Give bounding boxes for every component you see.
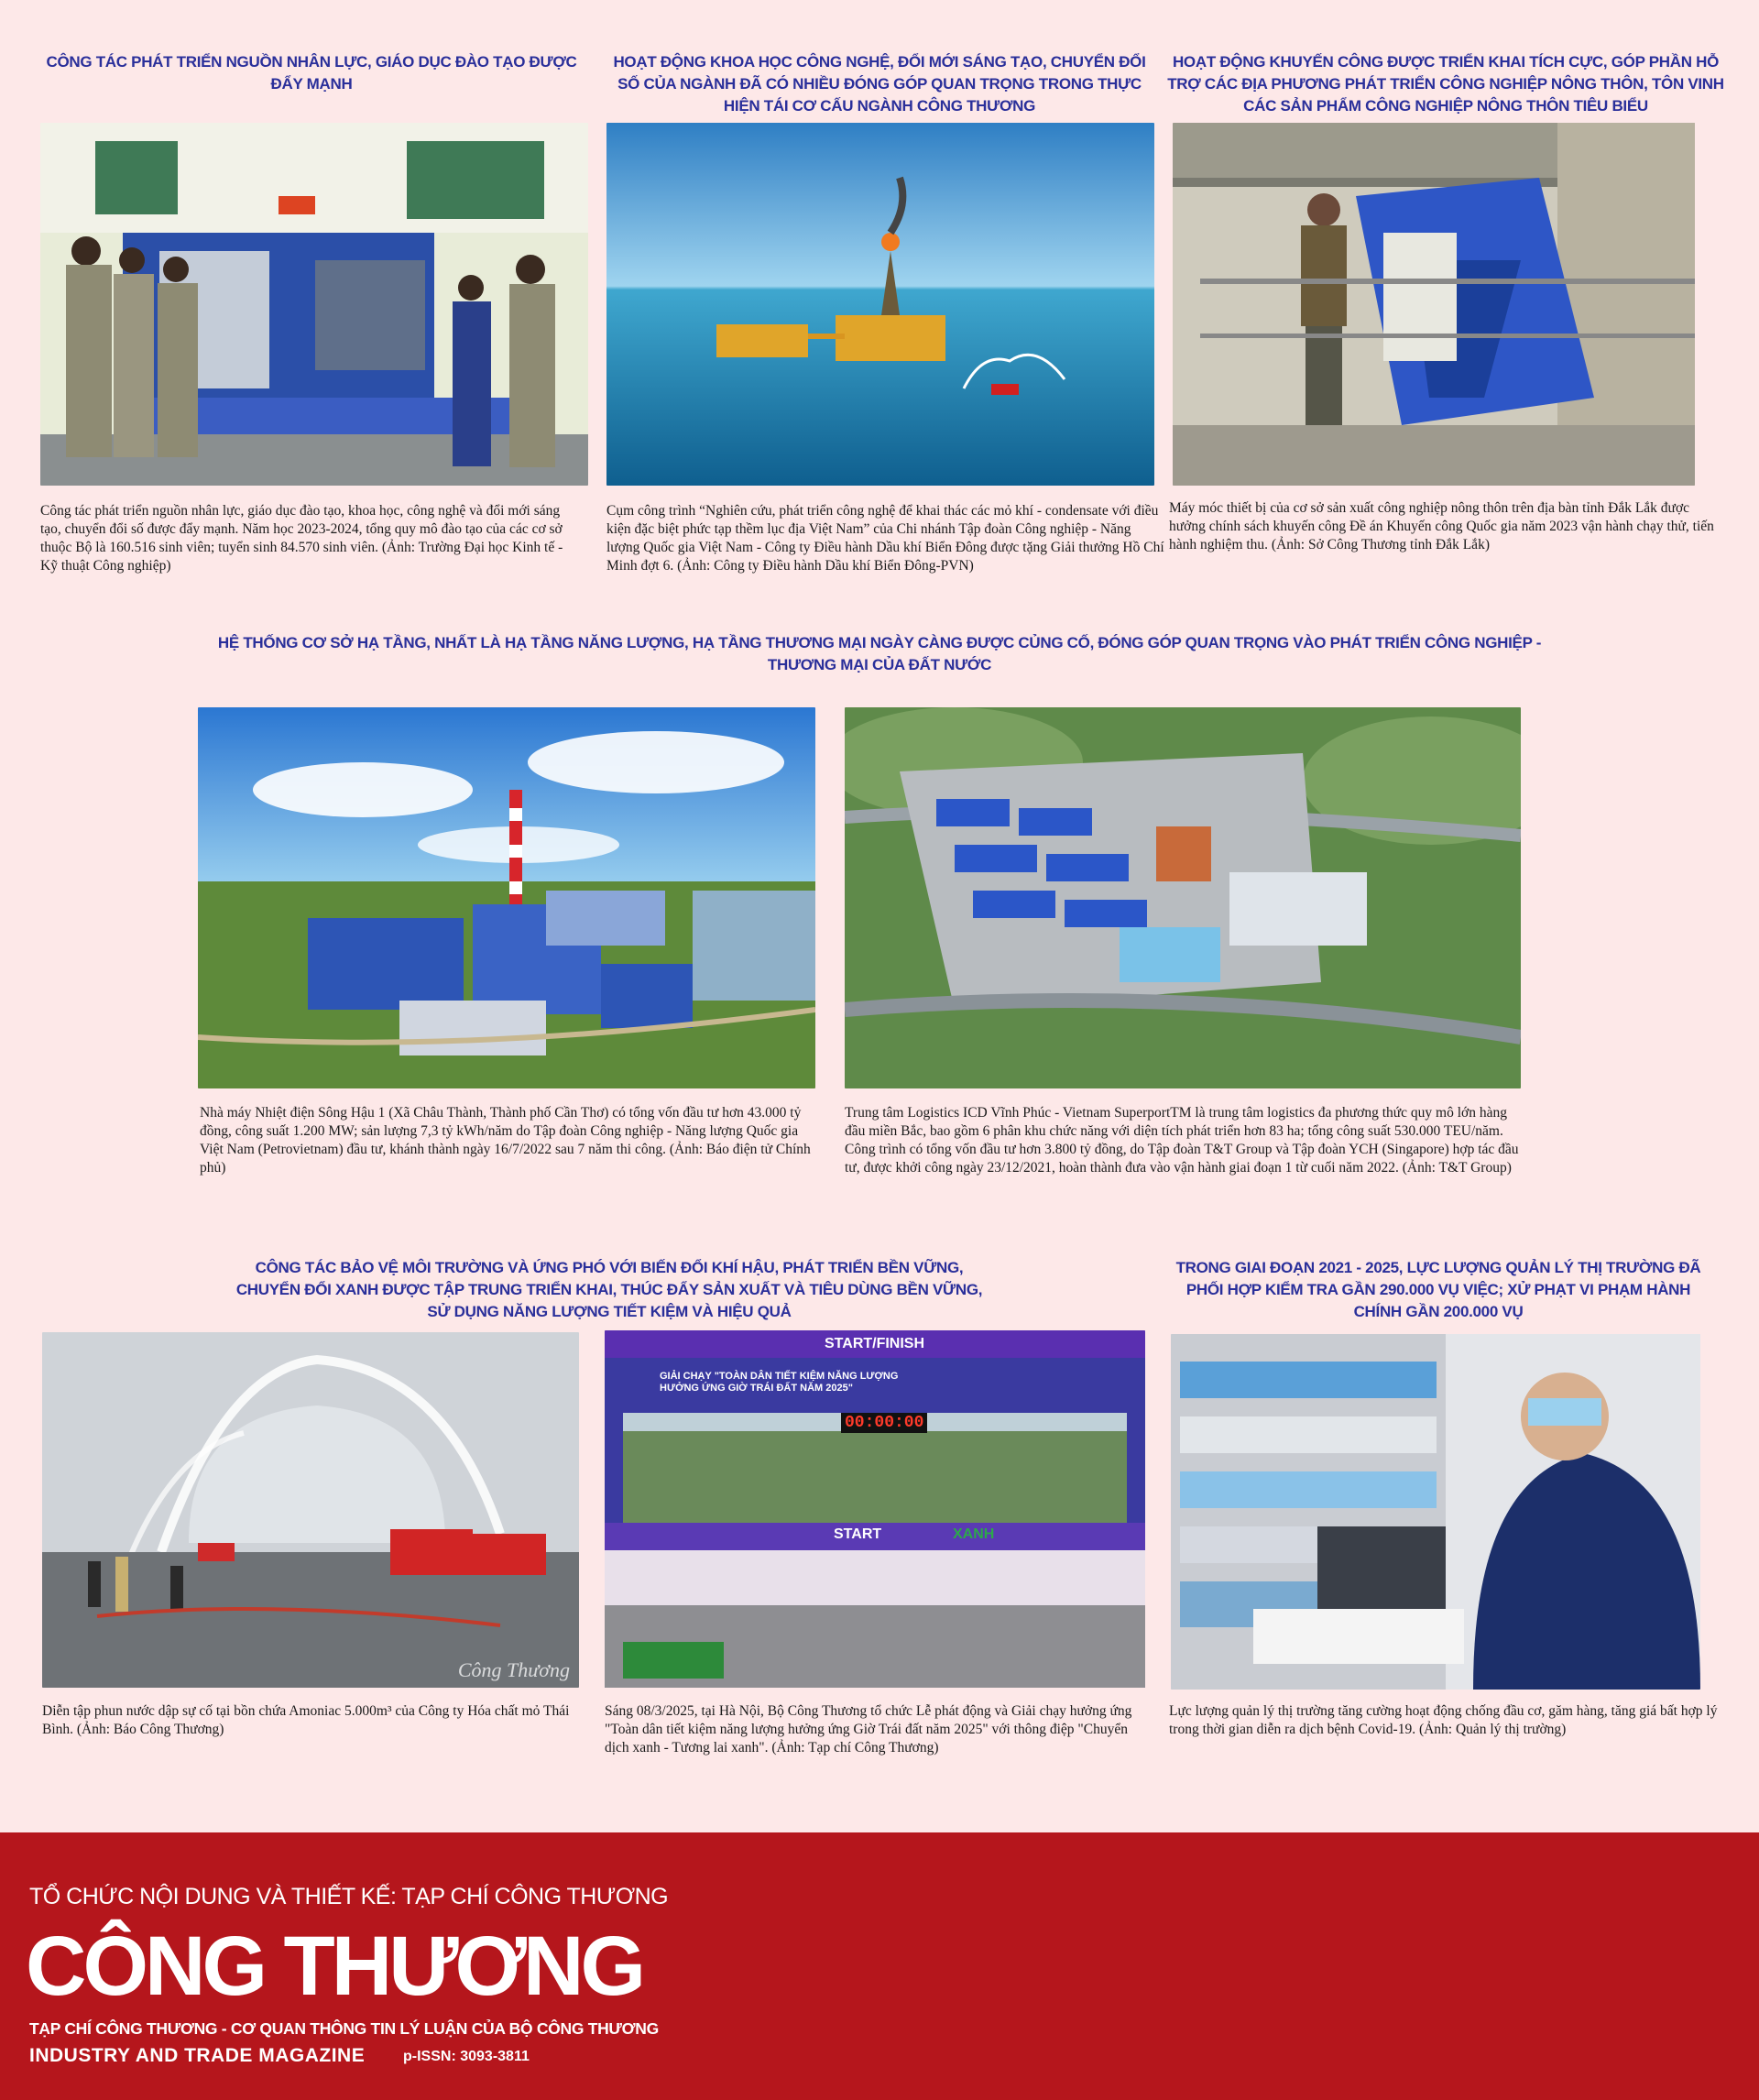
magazine-subtitle: TẠP CHÍ CÔNG THƯƠNG - CƠ QUAN THÔNG TIN LÝ LUẬN CỦA BỘ CÔNG THƯƠNG	[29, 2019, 659, 2038]
caption-market-inspection: Lực lượng quản lý thị trường tăng cường hoạt động chống đầu cơ, găm hàng, tăng giá bất hợp lý trong thời gian diễn ra dịch bệnh Covid-19. (Ảnh: Quản lý thị trường)	[1169, 1703, 1718, 1737]
photo-training-workshop	[40, 123, 588, 486]
xanh-label: XANH	[953, 1526, 995, 1542]
caption-logistics: Trung tâm Logistics ICD Vĩnh Phúc - Vietnam SuperportTM là trung tâm logistics đa phương thức quy mô lớn hàng đầu miền Bắc, bao gồm 6 phân khu chức năng với diện tích phát triển hơn 83 ha; tổng công suất 530.000 TEU/năm. Công trình có tổng vốn đầu tư hơn 3.800 tỷ đồng, do Tập đoàn T&T Group và Tập đoàn YCH (Singapore) hợp tác đầu tư, được khởi công ngày 23/12/2021, hoàn thành đưa vào vận hành giai đoạn 1 từ cuối năm 2022. (Ảnh: T&T Group)	[845, 1105, 1519, 1176]
race-timer: 00:00:00	[841, 1413, 927, 1433]
photo-offshore-platform	[606, 123, 1154, 486]
caption-human-resources: Công tác phát triển nguồn nhân lực, giáo dục đào tạo, khoa học, công nghệ và đổi mới sáng tạo, chuyển đổi số được đẩy mạnh. Năm học 2023-2024, tổng quy mô đào tạo của các cơ sở thuộc Bộ là 160.516 sinh viên; tuyển sinh 84.570 sinh viên. (Ảnh: Trường Đại học Kinh tế - Kỹ thuật Công nghiệp)	[40, 503, 563, 574]
footer-org-line: TỔ CHỨC NỘI DUNG VÀ THIẾT KẾ: TẠP CHÍ CÔNG THƯƠNG	[29, 1884, 669, 1909]
photo-earth-hour-run	[605, 1330, 1145, 1688]
photo-ammonia-drill	[42, 1332, 579, 1688]
start-label: START	[834, 1526, 882, 1542]
section-heading-human-resources: CÔNG TÁC PHÁT TRIỂN NGUỒN NHÂN LỰC, GIÁO DỤC ĐÀO TẠO ĐƯỢC ĐẨY MẠNH	[46, 53, 577, 93]
photo-logistics-center	[845, 707, 1521, 1088]
race-banner-text: GIẢI CHẠY "TOÀN DÂN TIẾT KIỆM NĂNG LƯỢNG HƯỞNG ỨNG GIỜ TRÁI ĐẤT NĂM 2025"	[660, 1371, 899, 1394]
caption-industrial-promotion: Máy móc thiết bị của cơ sở sản xuất công nghiệp nông thôn trên địa bàn tỉnh Đắk Lắk được hưởng chính sách khuyến công Đề án Khuyến công Quốc gia năm 2023 vận hành chạy thử, tiến hành nghiệm thu. (Ảnh: Sở Công Thương tỉnh Đắk Lắk)	[1169, 500, 1714, 552]
photo-watermark: Công Thương	[457, 1658, 570, 1681]
caption-power-plant: Nhà máy Nhiệt điện Sông Hậu 1 (Xã Châu Thành, Thành phố Cần Thơ) có tổng vốn đầu tư hơn 43.000 tỷ đồng, công suất 1.200 MW; sản lượng 7,3 tỷ kWh/năm do Tập đoàn Công nghiệp - Năng lượng Quốc gia Việt Nam (Petrovietnam) đầu tư, khánh thành ngày 16/7/2022 sau 7 năm thi công. (Ảnh: Báo điện tử Chính phủ)	[200, 1105, 811, 1176]
start-finish-label: START/FINISH	[825, 1336, 925, 1351]
section-heading-environment: CÔNG TÁC BẢO VỆ MÔI TRƯỜNG VÀ ỨNG PHÓ VỚI BIẾN ĐỔI KHÍ HẬU, PHÁT TRIỂN BỀN VỮNG, CHUYỂN ĐỔI XANH ĐƯỢC TẬP TRUNG TRIỂN KHAI, THÚC ĐẨY SẢN XUẤT VÀ TIÊU DÙNG BỀN VỮNG, SỬ DỤNG NĂNG LƯỢNG TIẾT KIỆM VÀ HIỆU QUẢ	[235, 1259, 983, 1320]
magazine-issn: p-ISSN: 3093-3811	[403, 2049, 530, 2064]
section-heading-science-technology: HOẠT ĐỘNG KHOA HỌC CÔNG NGHỆ, ĐỔI MỚI SÁNG TẠO, CHUYỂN ĐỔI SỐ CỦA NGÀNH ĐÃ CÓ NHIỀU ĐÓNG GÓP QUAN TRỌNG TRONG THỰC HIỆN TÁI CƠ CẤU NGÀNH CÔNG THƯƠNG	[613, 53, 1146, 115]
magazine-english-name: INDUSTRY AND TRADE MAGAZINE	[29, 2045, 366, 2066]
magazine-logo: CÔNG THƯƠNG	[26, 1920, 642, 2013]
footer-band	[0, 1832, 1759, 2100]
photo-rural-machinery	[1173, 123, 1695, 486]
section-heading-infrastructure: HỆ THỐNG CƠ SỞ HẠ TẦNG, NHẤT LÀ HẠ TẦNG NĂNG LƯỢNG, HẠ TẦNG THƯƠNG MẠI NGÀY CÀNG ĐƯỢC CỦNG CỐ, ĐÓNG GÓP QUAN TRỌNG VÀO PHÁT TRIỂN CÔNG NGHIỆP - THƯƠNG MẠI CỦA ĐẤT NƯỚC	[217, 634, 1542, 673]
section-heading-market-management: TRONG GIAI ĐOẠN 2021 - 2025, LỰC LƯỢNG QUẢN LÝ THỊ TRƯỜNG ĐÃ PHỐI HỢP KIỂM TRA GẦN 290.000 VỤ VIỆC; XỬ PHẠT VI PHẠM HÀNH CHÍNH GẦN 200.000 VỤ	[1175, 1259, 1701, 1320]
caption-science-technology: Cụm công trình “Nghiên cứu, phát triển công nghệ để khai thác các mỏ khí - condensate với điều kiện đặc biệt phức tạp thềm lục địa Việt Nam” của Chi nhánh Tập đoàn Công nghiệp - Năng lượng Quốc gia Việt Nam - Công ty Điều hành Dầu khí Biển Đông được tặng Giải thưởng Hồ Chí Minh đợt 6. (Ảnh: Công ty Điều hành Dầu khí Biển Đông-PVN)	[606, 503, 1164, 574]
photo-market-inspection	[1171, 1334, 1700, 1690]
caption-ammonia-drill: Diễn tập phun nước dập sự cố tại bồn chứa Amoniac 5.000m³ của Công ty Hóa chất mỏ Thái Bình. (Ảnh: Báo Công Thương)	[42, 1703, 570, 1737]
section-heading-industrial-promotion: HOẠT ĐỘNG KHUYẾN CÔNG ĐƯỢC TRIỂN KHAI TÍCH CỰC, GÓP PHẦN HỖ TRỢ CÁC ĐỊA PHƯƠNG PHÁT TRIỂN CÔNG NGHIỆP NÔNG THÔN, TÔN VINH CÁC SẢN PHẨM CÔNG NGHIỆP NÔNG THÔN TIÊU BIỂU	[1167, 53, 1724, 115]
caption-earth-hour-run: Sáng 08/3/2025, tại Hà Nội, Bộ Công Thương tổ chức Lễ phát động và Giải chạy hưởng ứng "Toàn dân tiết kiệm năng lượng hưởng ứng Giờ Trái đất năm 2025" với thông điệp "Chuyển dịch xanh - Tương lai xanh". (Ảnh: Tạp chí Công Thương)	[605, 1703, 1132, 1755]
photo-thermal-power-plant	[198, 707, 815, 1088]
